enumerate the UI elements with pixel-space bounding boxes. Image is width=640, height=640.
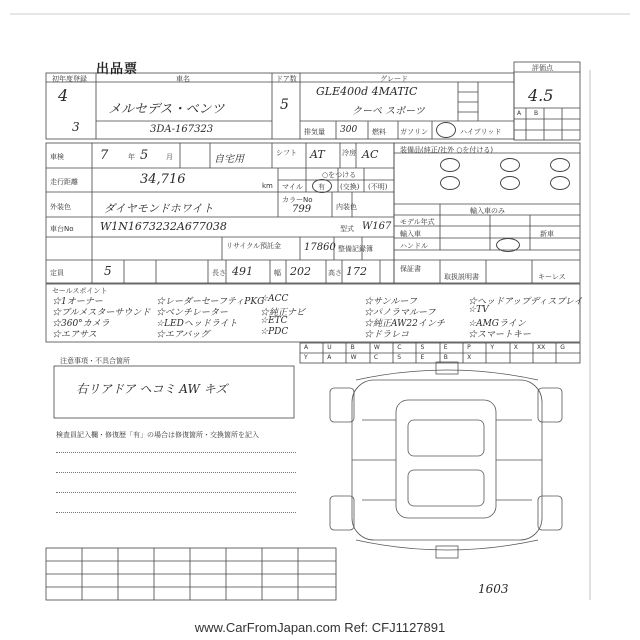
- meter-ok-label: 有: [318, 183, 325, 191]
- sales-point-item: ☆パノラマルーフ: [364, 308, 436, 318]
- car-name-value: メルセデス・ベンツ: [108, 102, 225, 117]
- code-cell: E: [420, 354, 425, 361]
- code-cell: X: [467, 354, 472, 361]
- equip-circle-6: [550, 176, 570, 190]
- code-cell: X: [513, 344, 518, 351]
- new-car-label: 新車: [540, 230, 554, 238]
- sales-point-item: ☆ヘッドアップディスプレイ: [468, 297, 583, 307]
- steering-label: ハンドル: [400, 242, 428, 250]
- shaken-month-value: 5: [140, 148, 149, 163]
- mileage-value: 34,716: [140, 172, 186, 187]
- code-cell: E: [443, 344, 448, 351]
- inspector-label: 検査員記入欄・修復歴「有」の場合は修復箇所・交換箇所を記入: [56, 431, 259, 439]
- length-label: 長さ: [212, 269, 226, 277]
- model-year-label: モデル年式: [400, 218, 435, 226]
- keyless-label: キーレス: [538, 273, 566, 281]
- car-name-label: 車名: [176, 75, 190, 83]
- code-cell: W: [373, 344, 380, 351]
- miles-label: マイル: [282, 183, 303, 191]
- chassis-value: W1N1673232A677038: [100, 220, 227, 233]
- first-reg-year-value: 4: [58, 86, 69, 105]
- doors-label: ドア数: [276, 75, 297, 83]
- import-only-label: 輸入車のみ: [470, 207, 505, 215]
- rating-grade-b: B: [534, 110, 539, 117]
- sales-points-list: [52, 294, 583, 340]
- height-label: 高さ: [328, 269, 342, 277]
- sales-point-item: ☆ACC: [260, 294, 289, 304]
- shaken-label: 車検: [50, 153, 64, 161]
- mileage-unit: km: [262, 182, 273, 190]
- manual-label: 取扱説明書: [444, 273, 479, 281]
- sales-point-item: ☆PDC: [260, 327, 289, 337]
- sales-point-item: ☆純正ナビ: [260, 308, 306, 318]
- sales-point-item: ☆AMGライン: [468, 319, 526, 329]
- guarantee-label: 保証書: [400, 265, 421, 273]
- recycle-label: リサイクル預託金: [226, 242, 282, 250]
- code-cell: S: [397, 354, 401, 361]
- interior-label: 内装色: [336, 203, 357, 211]
- code-cell: XX: [537, 344, 546, 351]
- sales-point-item: ☆ブルメスターサウンド: [52, 308, 151, 318]
- code-cell: W: [350, 354, 357, 361]
- equip-circle-1: [440, 158, 460, 172]
- watermark-footer: www.CarFromJapan.com Ref: CFJ1127891: [194, 620, 446, 635]
- import-car-label: 輸入車: [400, 230, 421, 238]
- fuel-circle: [436, 122, 456, 138]
- code-cell: C: [397, 344, 402, 351]
- equip-circle-3: [550, 158, 570, 172]
- steering-circle: [496, 238, 520, 252]
- meter-circle: [312, 179, 332, 193]
- equip-circle-5: [500, 176, 520, 190]
- code-table-row-2: [300, 353, 580, 363]
- length-value: 491: [232, 265, 253, 278]
- width-value: 202: [290, 265, 311, 278]
- exterior-label: 外装色: [50, 203, 71, 211]
- first-reg-label: 初年度登録: [52, 75, 87, 83]
- meter-exchange-label: (交換): [340, 183, 360, 191]
- code-cell: G: [560, 344, 565, 351]
- sales-point-item: ☆ETC: [260, 316, 288, 326]
- code-cell: C: [373, 354, 379, 361]
- capacity-value: 5: [104, 264, 112, 278]
- fuel-label: 燃料: [372, 128, 386, 136]
- sales-point-item: ☆LEDヘッドライト: [156, 319, 238, 329]
- code-cell: Y: [490, 344, 495, 351]
- model-code-value: 3DA-167323: [150, 124, 214, 135]
- sales-point-item: ☆レーダーセーフティPKG: [156, 297, 265, 307]
- code-cell: B: [443, 354, 448, 361]
- code-cell: S: [420, 344, 425, 351]
- sales-point-item: ☆ベンチレーター: [156, 308, 228, 318]
- grade-value: GLE400d 4MATIC: [316, 85, 418, 98]
- equip-circle-2: [500, 158, 520, 172]
- model-label: 型式: [340, 225, 354, 233]
- first-reg-month-value: 3: [72, 120, 80, 134]
- shift-value: AT: [310, 148, 325, 161]
- code-table-row-1: [300, 343, 580, 353]
- sales-point-item: ☆純正AW22インチ: [364, 319, 445, 329]
- sheet-title: 出品票: [96, 62, 139, 77]
- displacement-label: 排気量: [304, 128, 325, 136]
- exterior-value: ダイヤモンドホワイト: [104, 202, 214, 215]
- notes-value: 右リアドア ヘコミ AW キズ: [76, 382, 228, 396]
- car-diagram: [330, 362, 562, 558]
- code-cell: Y: [304, 354, 308, 361]
- doors-value: 5: [280, 97, 289, 113]
- rating-label: 評価点: [532, 64, 553, 72]
- sales-point-item: ☆360°カメラ: [52, 319, 110, 329]
- shaken-day-value: 自宅用: [214, 154, 244, 165]
- ac-value: AC: [362, 148, 379, 161]
- code-cell: A: [327, 354, 332, 361]
- sales-point-item: ☆エアサス: [52, 330, 97, 340]
- sales-point-item: ☆スマートキー: [468, 330, 531, 340]
- notes-label: 注意事項・不具合箇所: [60, 357, 130, 365]
- grade-label: グレード: [380, 75, 408, 83]
- inspector-line-2: [56, 472, 296, 473]
- confirmed-label: ○をつける: [322, 171, 357, 179]
- inspector-line-3: [56, 492, 296, 493]
- rating-grade-a: A: [517, 110, 522, 117]
- code-cell: A: [304, 344, 309, 351]
- capacity-label: 定員: [50, 269, 64, 277]
- mileage-label: 走行距離: [50, 178, 78, 186]
- shaken-year-value: 7: [100, 148, 109, 163]
- hybrid-label: ハイブリッド: [460, 128, 502, 136]
- page-number: 1603: [478, 582, 509, 596]
- color-no-value: 799: [292, 204, 312, 215]
- sales-point-item: ☆サンルーフ: [364, 297, 417, 307]
- sales-point-item: ☆エアバッグ: [156, 330, 210, 340]
- meter-unknown-label: (不明): [368, 183, 388, 191]
- equip-title: 装備品(純正/社外 ○を付ける): [400, 146, 494, 154]
- ac-label: 冷房: [342, 149, 356, 157]
- chassis-label: 車台No: [50, 225, 74, 233]
- width-label: 幅: [274, 269, 281, 277]
- sales-point-item: ☆TV: [468, 305, 489, 315]
- inspector-line-1: [56, 452, 296, 453]
- shaken-month-label: 月: [166, 153, 173, 161]
- gasoline-label: ガソリン: [400, 128, 428, 136]
- recycle-value: 17860: [304, 242, 336, 253]
- shift-label: シフト: [276, 149, 297, 157]
- color-no-label: カラーNo: [282, 196, 313, 204]
- sales-point-item: ☆1オーナー: [52, 297, 103, 307]
- code-cell: U: [327, 344, 332, 351]
- equip-circle-4: [440, 176, 460, 190]
- rating-value: 4.5: [528, 86, 554, 105]
- grade-sub-value: クーペ スポーツ: [352, 106, 425, 117]
- records-label: 整備記録簿: [338, 245, 373, 253]
- sales-points-label: セールスポイント: [52, 287, 108, 295]
- sales-point-item: ☆ドラレコ: [364, 330, 410, 340]
- inspector-line-4: [56, 512, 296, 513]
- displacement-value: 300: [340, 125, 358, 135]
- code-cell: P: [467, 344, 471, 351]
- shaken-year-label: 年: [128, 153, 135, 161]
- height-value: 172: [346, 265, 367, 278]
- model-value: W167: [362, 221, 392, 232]
- code-cell: B: [350, 344, 355, 351]
